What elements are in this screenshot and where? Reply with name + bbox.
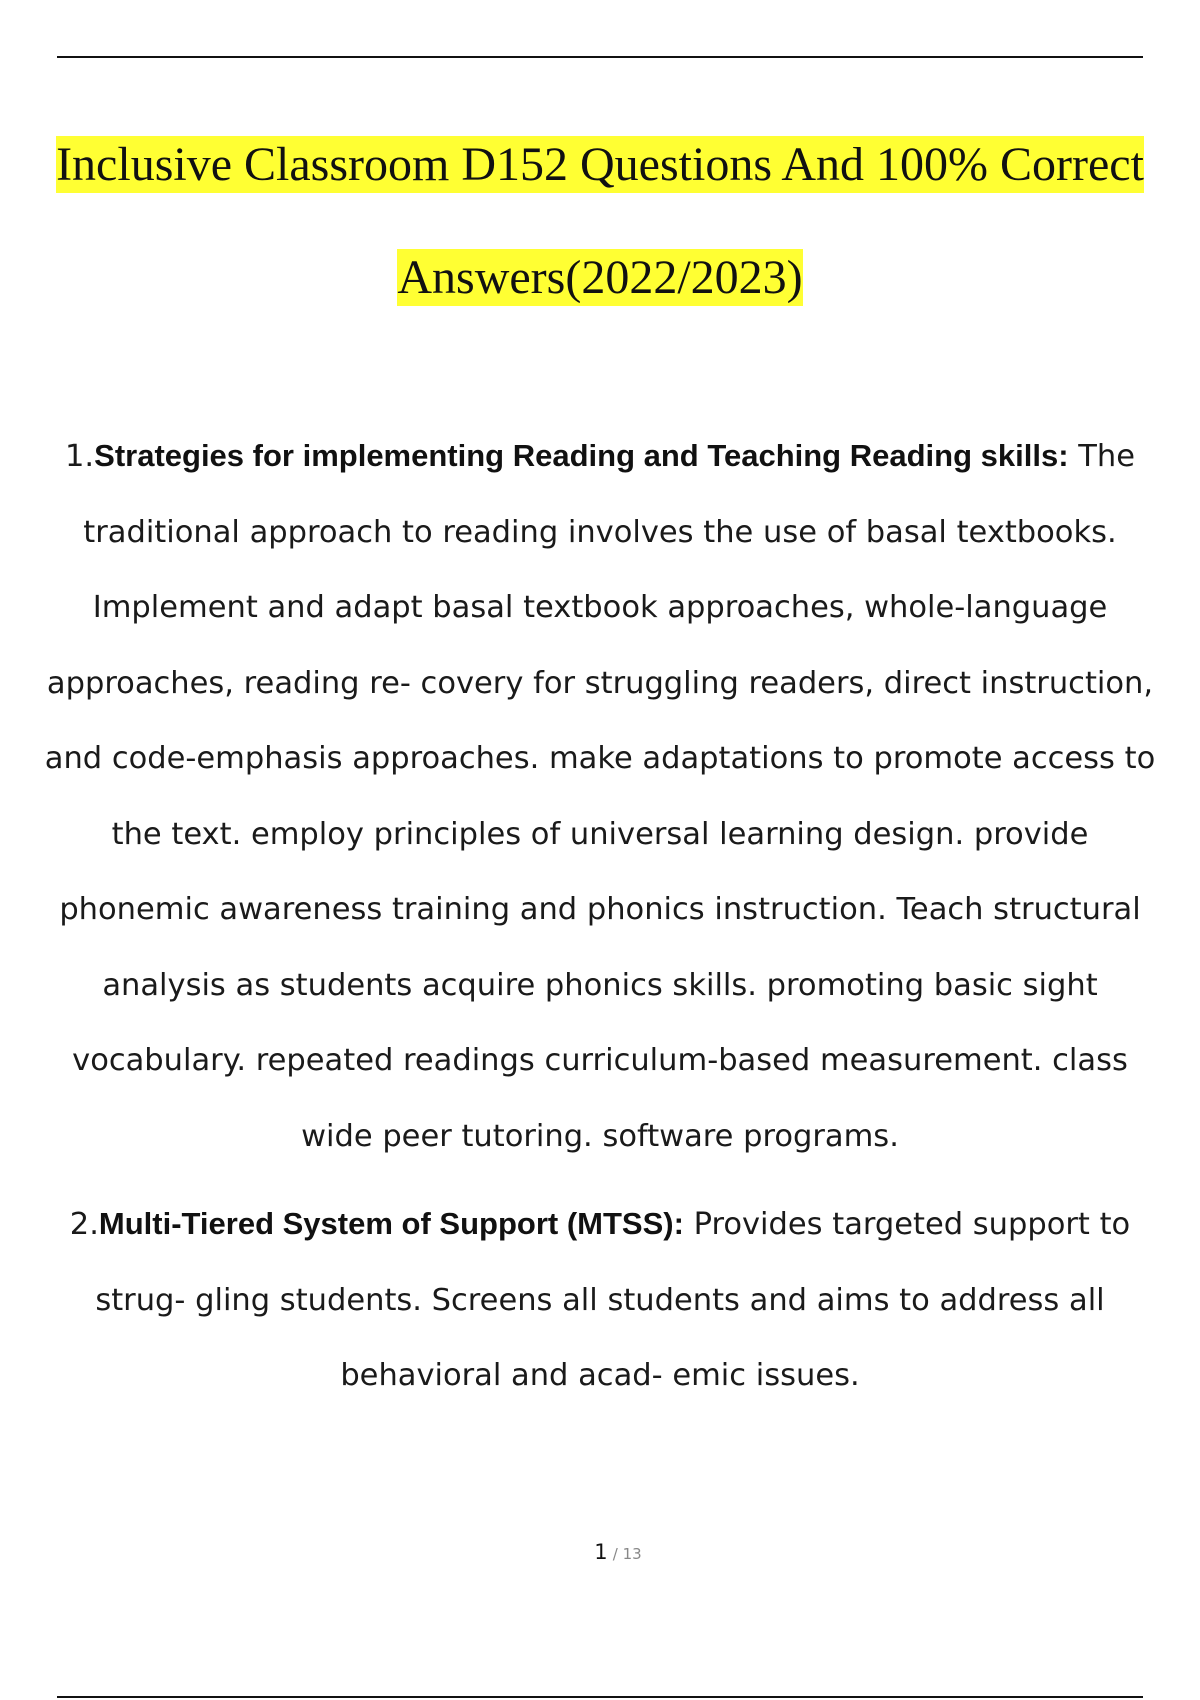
question-number: 1. [65,439,95,474]
title-line-2: Answers(2022/2023) [397,251,803,304]
page-current: 1 [594,1540,608,1564]
question-term: Strategies for implementing Reading and Teaching Reading skills: [94,438,1069,473]
page-total: / 13 [612,1545,642,1563]
question-item [40,1186,1160,1414]
question-answer: The traditional approach to reading involves the use of basal textbooks. Implement and adapt basal textbook approaches, whole-language approaches, reading re- covery for struggling readers, direct instruction, and code-emphasis approaches. make adaptations to promote access to the text. employ principles of universal learning design. provide phonemic awareness training and phonics instruction. Teach structural analysis as students acquire phonics skills. promoting basic sight vocabulary. repeated readings curriculum-based measurement. class wide peer tutoring. software programs. [44,439,1156,1154]
top-rule [57,56,1143,58]
document-title [40,108,1160,334]
page-number [0,1540,1200,1564]
bottom-rule [57,1696,1143,1698]
question-term: Multi-Tiered System of Support (MTSS): [98,1206,684,1241]
title-line-1: Inclusive Classroom D152 Questions And 100% Correct [56,138,1144,191]
question-item [40,418,1160,1174]
question-number: 2. [69,1207,99,1242]
question-answer: Provides targeted support to strug- gling students. Screens all students and aims to address all behavioral and acad- emic issues. [95,1207,1131,1393]
question-list [40,438,1160,1414]
